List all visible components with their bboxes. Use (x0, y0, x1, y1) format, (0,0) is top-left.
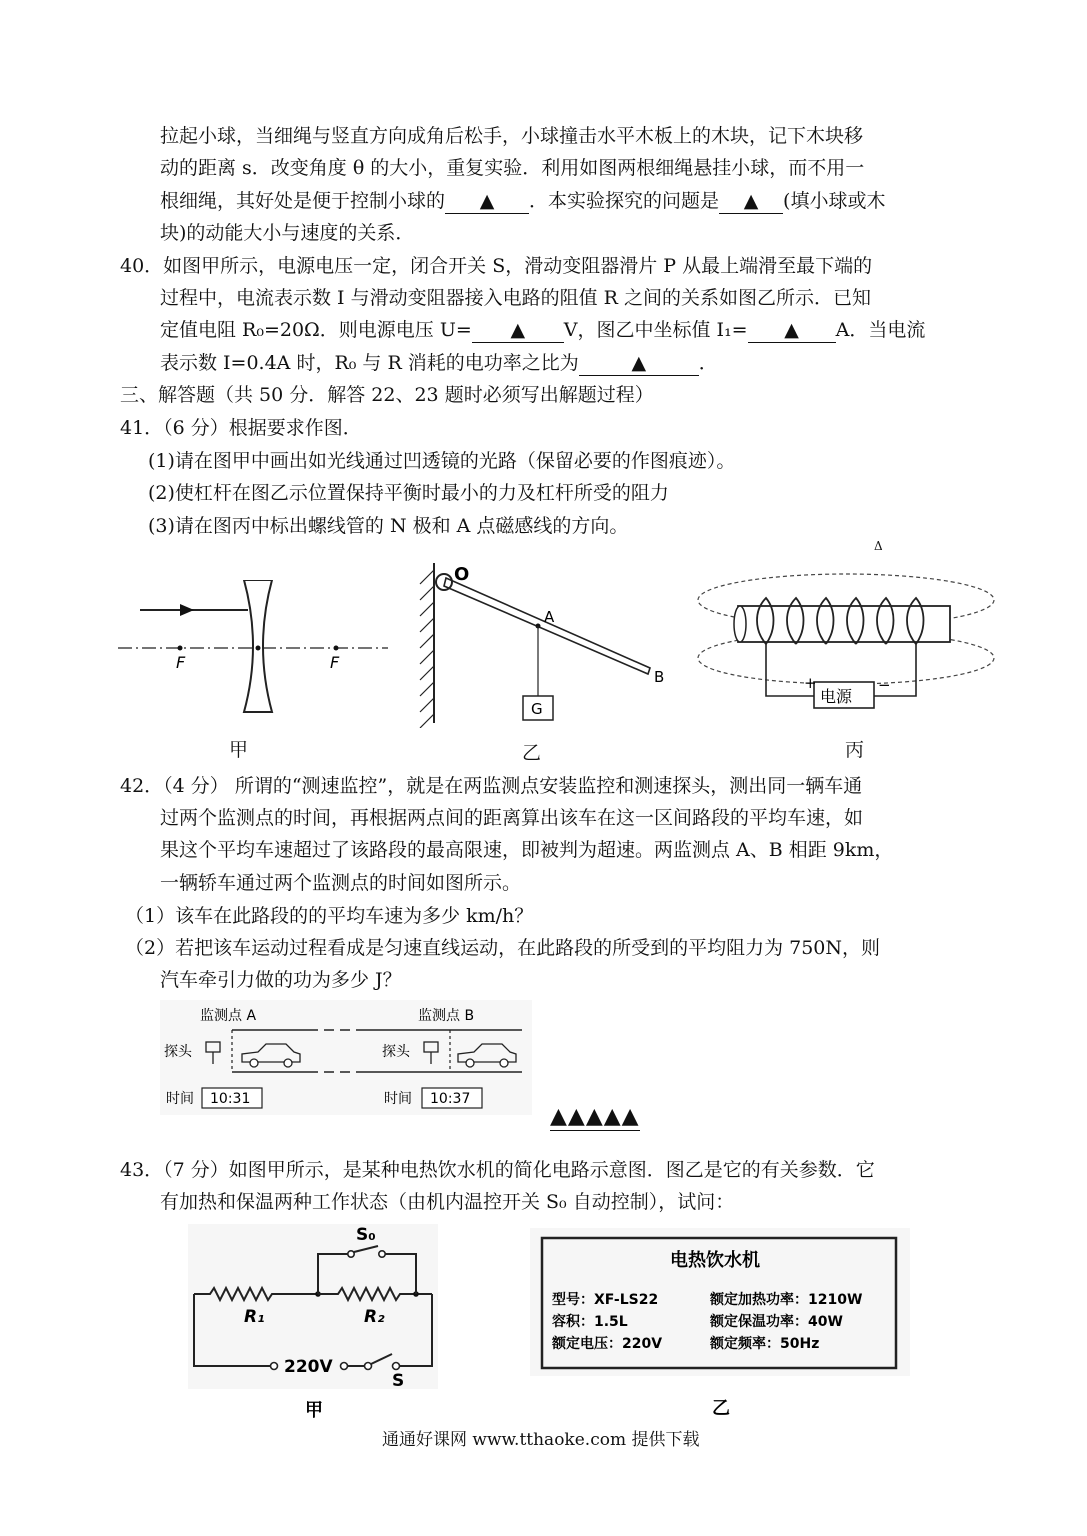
page-footer: 通通好课网 www.tthaoke.com 提供下载 (382, 1430, 700, 1450)
q41-item1: (1)请在图甲中画出如光线通过凹透镜的光路（保留必要的作图痕迹）。 (148, 450, 736, 472)
point-a-label: A (544, 608, 555, 626)
q43-line1: 43．（7 分）如图甲所示，是某种电热饮水机的简化电路示意图．图乙是它的有关参数．它 (120, 1159, 875, 1181)
switch-s-label: S (392, 1371, 405, 1391)
focus-right-label: F (330, 653, 340, 672)
monitor-point-b-label: 监测点 B (418, 1008, 475, 1024)
q42-line2: 过两个监测点的时间，再根据两点间的距离算出该车在这一区间路段的平均车速，如 (160, 807, 864, 829)
solenoid-figure (696, 570, 996, 715)
time-label-a: 时间 (166, 1091, 194, 1107)
pivot-label: O (454, 564, 470, 585)
r2-label: R₂ (364, 1307, 385, 1327)
q41-item3: (3)请在图丙中标出螺线管的 N 极和 A 点磁感线的方向。 (148, 515, 629, 537)
switch-s-pivot (365, 1363, 372, 1370)
terminal-right (341, 1363, 348, 1370)
answer-blank[interactable]: ▲ (719, 189, 783, 214)
figure-caption-jia: 甲 (229, 739, 249, 761)
figure-caption-yi: 乙 (522, 742, 542, 764)
weight-label: G (531, 700, 543, 718)
q40-line2: 过程中，电流表示数 I 与滑动变阻器接入电路的阻值 R 之间的关系如图乙所示．已知 (160, 287, 871, 309)
q43-line2: 有加热和保温两种工作状态（由机内温控开关 S₀ 自动控制），试问： (160, 1191, 735, 1213)
end-triangles: ▲▲▲▲▲ (550, 1104, 640, 1129)
q40-line1: 40．如图甲所示，电源电压一定，闭合开关 S，滑动变阻器滑片 P 从最上端滑至最下端的 (120, 255, 873, 277)
r1-label: R₁ (244, 1307, 265, 1327)
q40-line3c: A．当电流 (835, 319, 926, 341)
time-label-b: 时间 (384, 1091, 412, 1107)
answer-blank[interactable]: ▲ (579, 351, 699, 376)
q42-line4: 一辆轿车通过两个监测点的时间如图所示。 (160, 872, 522, 894)
terminal-left (271, 1363, 278, 1370)
nameplate-figure (530, 1228, 910, 1424)
speed-monitor-figure (160, 1000, 532, 1115)
q39-line3a: 根细绳，其好处是便于控制小球的 (160, 190, 446, 212)
focus-left-label: F (176, 653, 186, 672)
q40-line4b: ． (698, 352, 718, 374)
q40-line4a: 表示数 I=0.4A 时，R₀ 与 R 消耗的电功率之比为 (160, 352, 579, 374)
focus-right-point (334, 646, 339, 651)
spec-frequency: 额定频率：50Hz (710, 1336, 820, 1352)
q42-line1: 42．（4 分） 所谓的“测速监控”，就是在两监测点安装监控和测速探头，测出同一辆车通 (120, 775, 863, 797)
spec-heat-power: 额定加热功率：1210W (710, 1292, 863, 1308)
figure-caption-yi2: 乙 (712, 1398, 730, 1419)
probe-label-a: 探头 (164, 1044, 192, 1060)
probe-label-b: 探头 (382, 1044, 410, 1060)
q40-line3b: V，图乙中坐标值 I₁= (563, 319, 748, 341)
tube-end (734, 606, 746, 642)
concave-lens-figure (118, 580, 388, 720)
answer-blank[interactable]: ▲ (472, 318, 564, 343)
switch-s0-label: S₀ (356, 1225, 376, 1245)
q42-sub2b: 汽车牵引力做的功为多少 J？ (160, 969, 402, 991)
answer-blank[interactable]: ▲ (445, 189, 529, 214)
time-value-a: 10:31 (210, 1091, 251, 1107)
q41-item2: (2)使杠杆在图乙示位置保持平衡时最小的力及杠杆所受的阻力 (148, 482, 669, 504)
q39-line3c: (填小球或木 (783, 190, 886, 212)
lever-bar (444, 578, 650, 674)
power-source-label: 电源 (820, 687, 853, 706)
q42-sub1: （1）该车在此路段的的平均车速为多少 km/h？ (125, 905, 534, 927)
spec-volume: 容积：1.5L (552, 1314, 628, 1330)
spec-keep-power: 额定保温功率：40W (710, 1314, 843, 1330)
q39-line1: 拉起小球，当细绳与竖直方向成角后松手，小球撞击水平木板上的木块，记下木块移 (160, 125, 864, 147)
q41-title: 41．（6 分）根据要求作图． (120, 417, 362, 439)
time-value-b: 10:37 (430, 1091, 471, 1107)
q39-line2: 动的距离 s．改变角度 θ 的大小，重复实验．利用如图两根细绳悬挂小球，而不用一 (160, 157, 865, 179)
figure-caption-jia2: 甲 (305, 1400, 323, 1421)
section-heading: 三、解答题（共 50 分．解答 22、23 题时必须写出解题过程） (120, 384, 654, 406)
voltage-label: 220V (284, 1357, 333, 1377)
spec-model: 型号：XF-LS22 (552, 1292, 659, 1308)
spec-voltage: 额定电压：220V (552, 1336, 663, 1352)
heater-circuit-figure (188, 1224, 438, 1424)
wall-hatching (420, 570, 434, 728)
switch-s0-pivot (348, 1251, 354, 1257)
q39-line4: 块)的动能大小与速度的关系． (160, 222, 415, 244)
q40-line4 (160, 351, 718, 376)
point-b-label: B (654, 668, 665, 686)
q42-sub2: （2）若把该车运动过程看成是匀速直线运动，在此路段的所受到的平均阻力为 750N，则 (125, 937, 881, 959)
small-delta-mark: Δ (874, 539, 883, 553)
switch-s-contact (393, 1363, 400, 1370)
nameplate-title: 电热饮水机 (670, 1250, 760, 1271)
q42-line3: 果这个平均车速超过了该路段的最高限速，即被判为超速。两监测点 A、B 相距 9km， (160, 839, 894, 861)
figure-caption-bing: 丙 (845, 739, 865, 761)
lever-figure (410, 558, 680, 728)
q40-line3a: 定值电阻 R₀=20Ω．则电源电压 U= (160, 319, 472, 341)
optical-center (256, 646, 261, 651)
q39-line3b: ．本实验探究的问题是 (529, 190, 720, 212)
plus-sign: + (804, 674, 817, 692)
focus-left-point (178, 646, 183, 651)
answer-blank[interactable]: ▲ (748, 318, 836, 343)
switch-s0-contact (379, 1251, 385, 1257)
monitor-point-a-label: 监测点 A (200, 1008, 257, 1024)
ray-arrow-icon (180, 604, 194, 616)
q39-line3 (160, 189, 885, 214)
q40-line3 (160, 318, 925, 343)
minus-sign: − (878, 676, 891, 694)
